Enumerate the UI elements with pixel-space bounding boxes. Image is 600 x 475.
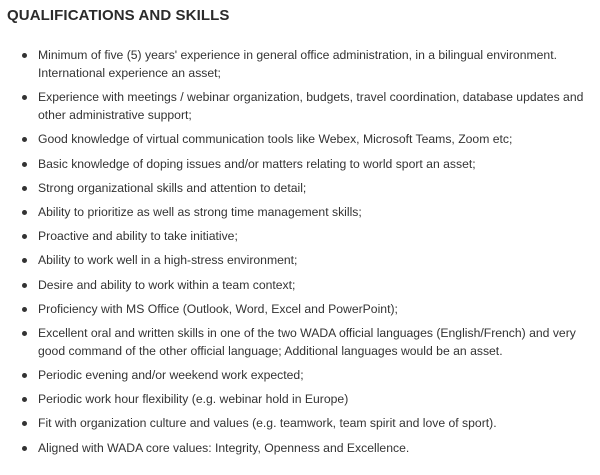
list-item xyxy=(7,414,590,432)
qualifications-list xyxy=(7,46,600,457)
list-item-text: Desire and ability to work within a team context; xyxy=(38,277,296,292)
bullet-icon xyxy=(22,53,27,58)
list-item-text: Strong organizational skills and attention to detail; xyxy=(38,180,307,195)
section-heading: QUALIFICATIONS AND SKILLS xyxy=(7,7,230,24)
list-item xyxy=(7,227,590,245)
bullet-icon xyxy=(22,307,27,312)
bullet-icon xyxy=(22,95,27,100)
list-item xyxy=(7,155,590,173)
bullet-icon xyxy=(22,234,27,239)
list-item xyxy=(7,366,590,384)
list-item xyxy=(7,439,590,457)
list-item xyxy=(7,390,590,408)
list-item-text: Basic knowledge of doping issues and/or matters relating to world sport an asset; xyxy=(38,156,476,171)
bullet-icon xyxy=(22,421,27,426)
list-item-text: Aligned with WADA core values: Integrity, Openness and Excellence. xyxy=(38,440,410,455)
bullet-icon xyxy=(22,331,27,336)
list-item-text: Excellent oral and written skills in one of the two WADA official languages (English/French) and very good command of the other official language; Additional languages would be an asset. xyxy=(38,325,576,358)
list-item xyxy=(7,130,590,148)
list-item-text: Proficiency with MS Office (Outlook, Word, Excel and PowerPoint); xyxy=(38,301,398,316)
list-item-text: Ability to prioritize as well as strong time management skills; xyxy=(38,204,362,219)
bullet-icon xyxy=(22,397,27,402)
list-item-text: Experience with meetings / webinar organization, budgets, travel coordination, database updates and other administrative support; xyxy=(38,90,584,123)
list-item-text: Proactive and ability to take initiative; xyxy=(38,229,238,244)
list-item xyxy=(7,46,590,82)
bullet-icon xyxy=(22,283,27,288)
bullet-icon xyxy=(22,210,27,215)
list-item-text: Periodic work hour flexibility (e.g. webinar hold in Europe) xyxy=(38,392,349,407)
list-item xyxy=(7,251,590,269)
bullet-icon xyxy=(22,137,27,142)
bullet-icon xyxy=(22,446,27,451)
bullet-icon xyxy=(22,186,27,191)
list-item-text: Ability to work well in a high-stress environment; xyxy=(38,253,298,268)
list-item xyxy=(7,276,590,294)
list-item-text: Good knowledge of virtual communication tools like Webex, Microsoft Teams, Zoom etc; xyxy=(38,132,513,147)
bullet-icon xyxy=(22,258,27,263)
bullet-icon xyxy=(22,162,27,167)
list-item-text: Fit with organization culture and values (e.g. teamwork, team spirit and love of sport). xyxy=(38,416,497,431)
list-item xyxy=(7,203,590,221)
list-item xyxy=(7,300,590,318)
bullet-icon xyxy=(22,373,27,378)
list-item xyxy=(7,324,590,360)
list-item xyxy=(7,88,590,124)
list-item xyxy=(7,179,590,197)
list-item-text: Minimum of five (5) years' experience in general office administration, in a bilingual environment. International experience an asset; xyxy=(38,48,557,80)
list-item-text: Periodic evening and/or weekend work expected; xyxy=(38,368,304,383)
